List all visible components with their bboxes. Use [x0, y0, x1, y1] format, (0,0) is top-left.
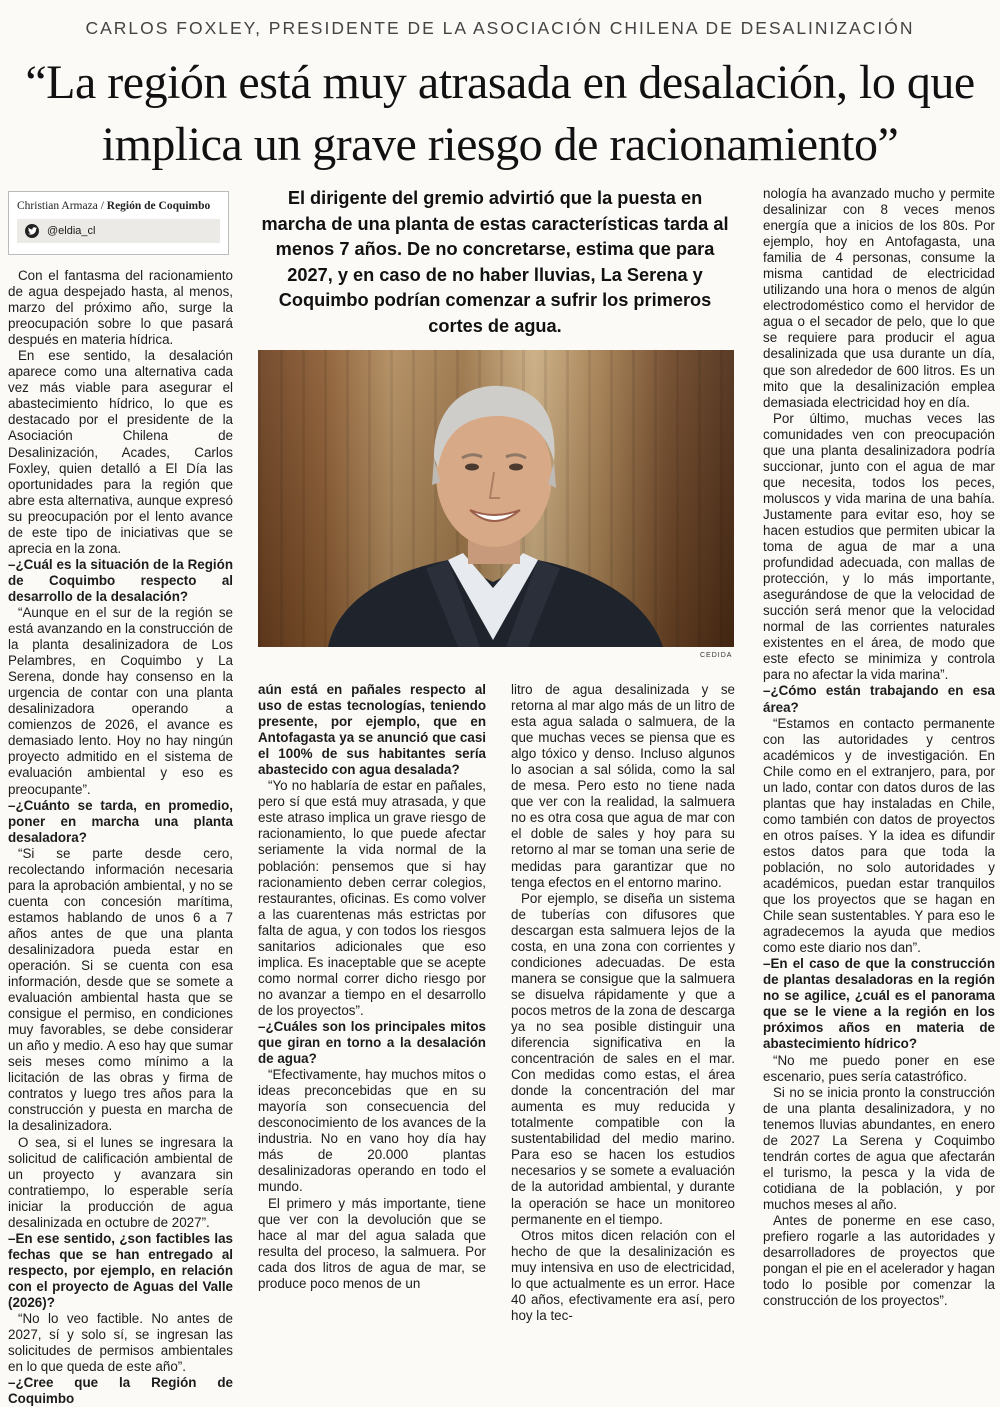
- article-paragraph: “Si se parte desde cero, recolectando información necesaria para la aprobación ambiental, y no se cuenta con concesión marítima, estamos hablando de unos 6 a 7 años antes de que una planta desalinizadora pueda estar en operación. Si se cuenta con esa información, desde que se somete a evaluación ambiental hasta que se consigue el permiso, en condiciones muy favorables, se debe considerar un año y medio. A eso hay que sumar seis meses como mínimo a la licitación de las obras y firma de contratos y luego tres años para la construcción y puesta en marcha de la desalinizadora.: [8, 845, 233, 1134]
- interview-question: –¿Cómo están trabajando en esa área?: [763, 683, 995, 715]
- article-paragraph: Otros mitos dicen relación con el hecho de que la desalinización es muy intensiva en uso de electricidad, lo que actualmente es un error. Hace 40 años, efectivamente era así, pero hoy la tec-: [511, 1227, 735, 1323]
- article-paragraph: nología ha avanzado mucho y permite desalinizar con 8 veces menos energía que a inicios de los 80s. Por ejemplo, hoy en Antofagasta, una familia de 4 personas, consume la misma cantidad de electricidad utilizando una hora o menos de algún electrodoméstico como el hervidor de agua o el secador de pelo, que lo que se requiere para producir el agua desalinizada que usa durante un día, que son alrededor de 600 litros. Es un mito que la desalinización emplea demasiada electricidad hoy en día.: [763, 186, 995, 410]
- article-paragraph: “No me puedo poner en ese escenario, pues sería catastrófico.: [763, 1052, 995, 1084]
- article-column-4: [763, 186, 995, 1309]
- article-column-1: [8, 268, 233, 1407]
- article-paragraph: En ese sentido, la desalación aparece como una alternativa cada vez más viable para asegurar el abastecimiento hídrico, lo que es destacado por el presidente de la Asociación Chilena de Desalinización, Acades, Carlos Foxley, quien detalló a El Día las oportunidades para la región que abre esta alternativa, aunque expresó su preocupación por el lento avance de este tipo de iniciativas que se aprecia en la zona.: [8, 348, 233, 556]
- lead-paragraph: El dirigente del gremio advirtió que la puesta en marcha de una planta de estas características tarda al menos 7 años. De no concretarse, estima que para 2027, y en caso de no haber lluvias, La Serena y Coquimbo podrían comenzar a sufrir los primeros cortes de agua.: [261, 188, 729, 336]
- headline: “La región está muy atrasada en desalación, lo que implica un grave riesgo de racionamiento”: [25, 56, 975, 171]
- byline-section: Región de Coquimbo: [106, 200, 211, 212]
- article-paragraph: “Aunque en el sur de la región se está avanzando en la construcción de la planta desalinizadora de Los Pelambres, en Coquimbo y La Serena, donde hay consenso en la urgencia de contar con una planta desalinizadora operando a comienzos de 2026, el avance es demasiado lento. Hoy no hay ningún proyecto admitido en el sistema de evaluación ambiental y eso es preocupante”.: [8, 604, 233, 797]
- interview-question: –En ese sentido, ¿son factibles las fechas que se han entregado al respecto, por ejemplo, en relación con el proyecto de Aguas del Valle (2026)?: [8, 1230, 233, 1310]
- interview-question: –¿Cuánto se tarda, en promedio, poner en marcha una planta desaladora?: [8, 797, 233, 845]
- article-column-3: [511, 682, 735, 1324]
- article-paragraph: Con el fantasma del racionamiento de agua despejado hasta, al menos, marzo del próximo año, surge la preocupación sobre lo que pasará después en materia hídrica.: [8, 268, 233, 348]
- twitter-handle[interactable]: @eldia_cl: [47, 225, 96, 237]
- man-portrait-illustration: [258, 350, 734, 647]
- article-column-2: [258, 682, 486, 1292]
- article-paragraph: “Estamos en contacto permanente con las autoridades y centros académicos y de investigación. En Chile como en el extranjero, para, por un lado, contar con datos duros de las plantas que hay instaladas en Chile, como también con datos de proyectos en otros países. Y la idea es difundir estos datos para que toda la población, no solo autoridades y académicos, puedan estar tranquilos que los proyectos que se hagan en Chile sean sustentables. Y para eso le agradecemos la ayuda que medios como este diario nos dan”.: [763, 715, 995, 956]
- kicker: CARLOS FOXLEY, PRESIDENTE DE LA ASOCIACIÓN CHILENA DE DESALINIZACIÓN: [85, 18, 915, 38]
- interview-question: –¿Cree que la Región de Coquimbo: [8, 1375, 233, 1407]
- article-paragraph: “No lo veo factible. No antes de 2027, sí y solo sí, se ingresan las solicitudes de permisos ambientales en lo que queda de este año”.: [8, 1311, 233, 1375]
- article-paragraph: Antes de ponerme en ese caso, prefiero rogarle a las autoridades y desarrolladores de proyectos que pongan el pie en el acelerador y hagan todo lo posible por comenzar la construcción de los proyectos”.: [763, 1213, 995, 1309]
- byline-author: Christian Armaza: [17, 200, 98, 212]
- interview-question: –En el caso de que la construcción de plantas desaladoras en la región no se agilice, ¿cuál es el panorama que se le viene a la región en los próximos años en materia de abastecimiento hídrico?: [763, 956, 995, 1052]
- portrait-photo: [258, 350, 734, 647]
- photo-credit: CEDIDA: [700, 652, 733, 659]
- article-paragraph: O sea, si el lunes se ingresara la solicitud de calificación ambiental de un proyecto y avanzara sin contratiempo, lo esperable sería iniciar la producción de agua desalinizada en octubre de 2027”.: [8, 1134, 233, 1230]
- interview-question: –¿Cuál es la situación de la Región de Coquimbo respecto al desarrollo de la desalación?: [8, 556, 233, 604]
- article-paragraph: “Efectivamente, hay muchos mitos o ideas preconcebidas que en su mayoría son consecuencia del desconocimiento de los avances de la industria. No en vano hoy día hay más de 20.000 plantas desalinizadoras operando en todo el mundo.: [258, 1067, 486, 1195]
- byline-names: [9, 192, 228, 212]
- twitter-icon: [25, 224, 39, 238]
- article-paragraph: Por ejemplo, se diseña un sistema de tuberías con difusores que descargan esta salmuera lejos de la costa, en una zona con corrientes y condiciones adecuadas. De esta manera se consigue que la salmuera se disuelva rápidamente y que a pocos metros de la zona de descarga ya no sea posible distinguir una diferencia significativa en la concentración de sales en el mar. Con medidas como estas, el área donde la concentración del mar aumenta es muy reducida y totalmente compatible con la sustentabilidad del medio marino. Para eso se hacen los estudios necesarios y se somete a evaluación de la autoridad ambiental, y durante la operación se hace un monitoreo permanente en el tiempo.: [511, 890, 735, 1227]
- article-paragraph: litro de agua desalinizada y se retorna al mar algo más de un litro de esta agua salada o salmuera, de la que muchas veces se piensa que es algo tóxico y denso. Incluso algunos lo asocian a sal sólida, como la sal de mesa. Pero esto no tiene nada que ver con la realidad, la salmuera no es otra cosa que agua de mar con el doble de sales y hoy para su retorno al mar se toman una serie de medidas para garantizar que no tenga efectos en el entorno marino.: [511, 682, 735, 890]
- byline-box: [8, 191, 229, 255]
- article-paragraph: Por último, muchas veces las comunidades ven con preocupación que una planta desalinizadora podría succionar, junto con el agua de mar que necesita, todos los peces, moluscos y vida marina de una bahía. Justamente para evitar eso, hoy se hacen estudios que permiten ubicar la toma de agua de mar a una profundidad adecuada, con mallas de protección, y lo más importante, asegurándose de que la velocidad de succión será menor que la velocidad normal de las corrientes naturales existentes en el área, de modo que este efecto se minimiza y controla para no afectar la vida marina”.: [763, 410, 995, 683]
- article-paragraph: Si no se inicia pronto la construcción de una planta desalinizadora, y no tenemos lluvias abundantes, en enero de 2027 La Serena y Coquimbo tendrán cortes de agua que afectarán el turismo, la pesca y la vida de cotidiana de la población, y por muchos meses al año.: [763, 1084, 995, 1212]
- article-paragraph: “Yo no hablaría de estar en pañales, pero sí que está muy atrasada, y que este atraso implica un grave riesgo de racionamiento, lo que puede afectar seriamente la vida normal de la población: pensemos que si hay racionamiento deben cerrar colegios, restaurantes, oficinas. Es como volver a las cuarentenas más estrictas por falta de agua, y con todos los riesgos sanitarios adicionales que eso implica. Es inaceptable que se acepte como normal correr dicho riesgo por no avanzar a tiempo en el desarrollo de los proyectos”.: [258, 778, 486, 1018]
- article-paragraph: El primero y más importante, tiene que ver con la devolución que se hace al mar del agua salada que resulta del proceso, la salmuera. Por cada dos litros de agua de mar, se produce poco menos de un: [258, 1195, 486, 1291]
- interview-question: –¿Cuáles son los principales mitos que giran en torno a la desalación de agua?: [258, 1018, 486, 1067]
- twitter-handle-row: [17, 219, 220, 243]
- interview-question: aún está en pañales respecto al uso de estas tecnologías, teniendo presente, por ejemplo, que en Antofagasta ya se anunció que casi el 100% de sus habitantes sería abastecido con agua desalada?: [258, 682, 486, 778]
- byline-separator: /: [100, 200, 104, 212]
